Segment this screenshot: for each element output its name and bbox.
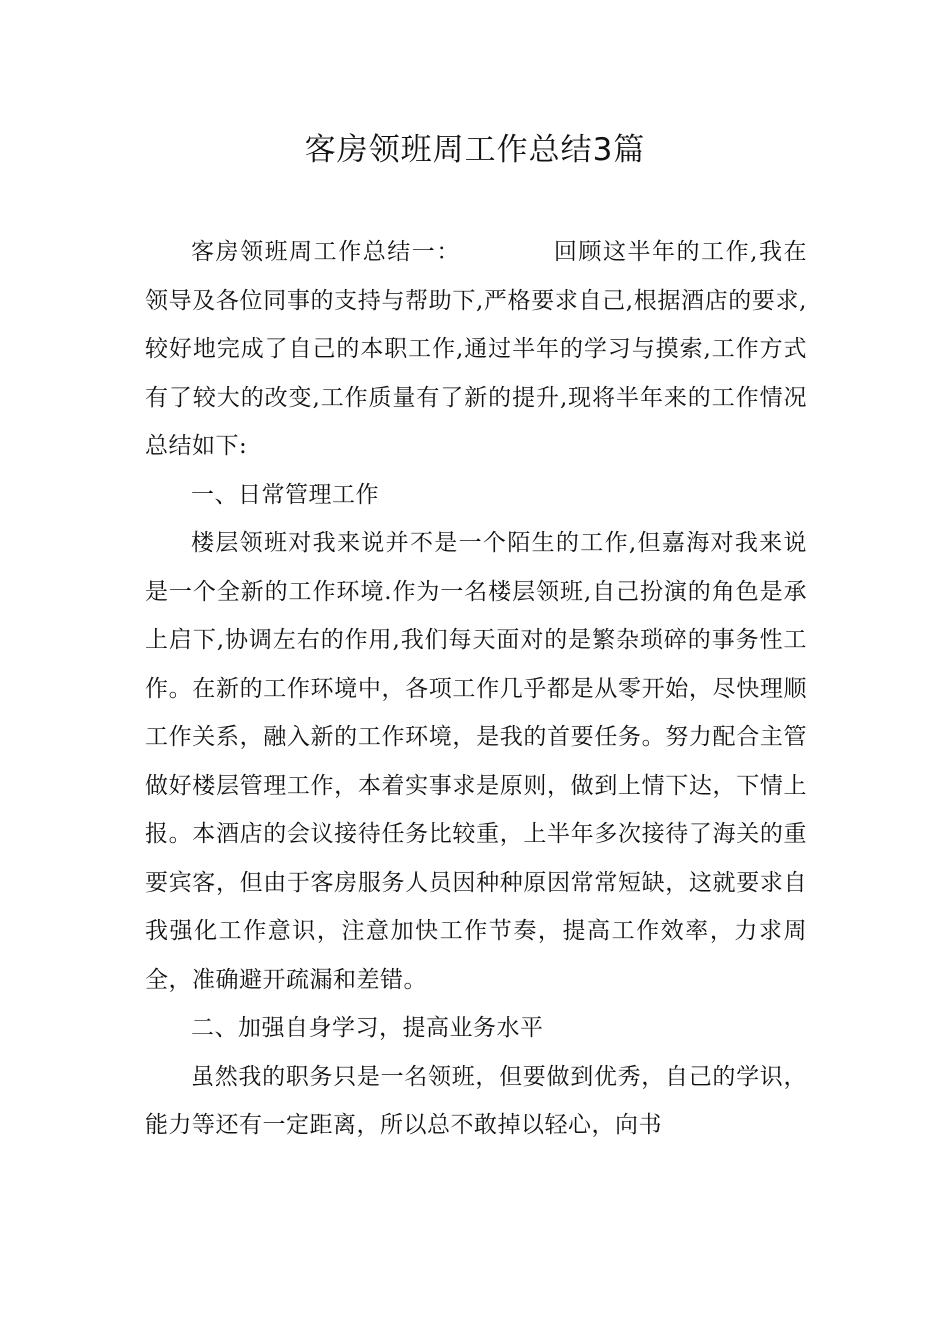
intro-paragraph <box>145 228 807 471</box>
section-paragraph-1: 楼层领班对我来说并不是一个陌生的工作,但嘉海对我来说是一个全新的工作环境.作为一名楼层领班,自己扮演的角色是承上启下,协调左右的作用,我们每天面对的是繁杂琐碎的事务性工作。在新的工作环境中，各项工作几乎都是从零开始，尽快理顺工作关系，融入新的工作环境，是我的首要任务。努力配合主管做好楼层管理工作，本着实事求是原则，做到上情下达，下情上报。本酒店的会议接待任务比较重，上半年多次接待了海关的重要宾客，但由于客房服务人员因种种原因常常短缺，这就要求自我强化工作意识，注意加快工作节奏，提高工作效率，力求周全，准确避开疏漏和差错。 <box>145 530 807 993</box>
section-heading-1: 一、日常管理工作 <box>191 481 379 508</box>
section-paragraph-2: 虽然我的职务只是一名领班，但要做到优秀，自己的学识，能力等还有一定距离，所以总不敢掉以轻心，向书 <box>145 1063 807 1138</box>
section-heading-2: 二、加强自身学习，提高业务水平 <box>191 1015 544 1041</box>
document-title: 客房领班周工作总结3篇 <box>304 132 646 168</box>
intro-lead: 客房领班周工作总结一： <box>191 239 461 265</box>
document-body <box>145 228 807 1150</box>
intro-text: 回顾这半年的工作,我在领导及各位同事的支持与帮助下,严格要求自己,根据酒店的要求,较好地完成了自己的本职工作,通过半年的学习与摸索,工作方式有了较大的改变,工作质量有了新的提升,现将半年来的工作情况总结如下: <box>145 239 807 459</box>
